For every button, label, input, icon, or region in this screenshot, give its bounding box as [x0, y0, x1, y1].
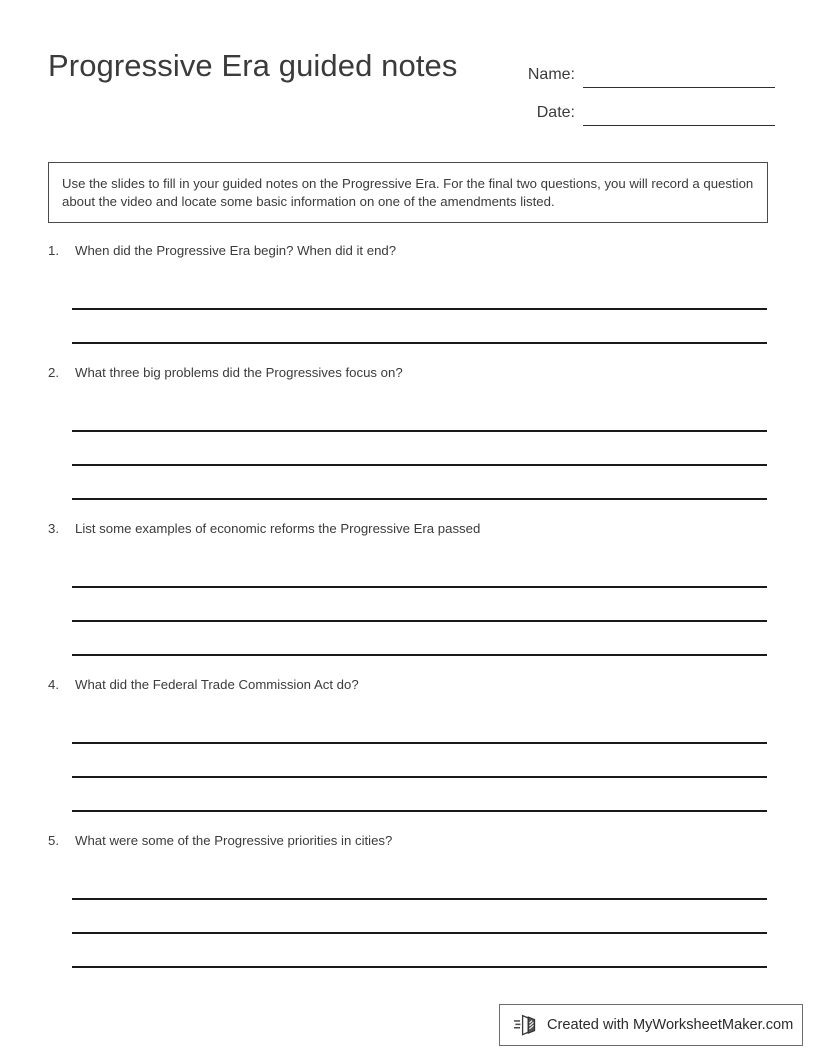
answer-line[interactable] — [72, 310, 767, 344]
answer-line[interactable] — [72, 398, 767, 432]
answer-line[interactable] — [72, 588, 767, 622]
answer-line[interactable] — [72, 276, 767, 310]
question-text: List some examples of economic reforms the Progressive Era passed — [75, 521, 481, 536]
date-field-row — [505, 88, 775, 126]
answer-line[interactable] — [72, 622, 767, 656]
question-number: 4. — [48, 677, 59, 692]
page-title: Progressive Era guided notes — [48, 48, 458, 83]
question-heading — [0, 243, 816, 268]
answer-lines — [0, 702, 816, 812]
answer-line[interactable] — [72, 934, 767, 968]
question-text: What three big problems did the Progressives focus on? — [75, 365, 403, 380]
question-block — [0, 677, 816, 812]
question-heading — [0, 365, 816, 390]
answer-line[interactable] — [72, 744, 767, 778]
answer-line[interactable] — [72, 900, 767, 934]
name-input-line[interactable] — [583, 61, 775, 88]
name-date-fields — [505, 50, 775, 126]
question-block — [0, 521, 816, 656]
question-text: What were some of the Progressive priorities in cities? — [75, 833, 393, 848]
question-heading — [0, 833, 816, 858]
answer-line[interactable] — [72, 778, 767, 812]
question-heading — [0, 521, 816, 546]
instructions-text: Use the slides to fill in your guided notes on the Progressive Era. For the final two questions, you will record a question about the video and locate some basic information on one of the amendments listed. — [62, 176, 754, 209]
instructions-box — [48, 162, 768, 223]
answer-lines — [0, 546, 816, 656]
answer-lines — [0, 268, 816, 344]
myworksheetmaker-logo-icon — [514, 1014, 538, 1036]
name-field-row — [505, 50, 775, 88]
answer-lines — [0, 858, 816, 968]
question-number: 5. — [48, 833, 59, 848]
answer-line[interactable] — [72, 466, 767, 500]
question-heading — [0, 677, 816, 702]
question-number: 2. — [48, 365, 59, 380]
question-block — [0, 365, 816, 500]
name-field-label: Name: — [527, 66, 575, 83]
worksheet-header — [0, 0, 816, 130]
answer-lines — [0, 390, 816, 500]
question-block — [0, 833, 816, 968]
answer-line[interactable] — [72, 432, 767, 466]
footer-attribution-text: Created with MyWorksheetMaker.com — [547, 1017, 794, 1033]
question-block — [0, 243, 816, 344]
date-field-label: Date: — [536, 104, 575, 121]
question-text: What did the Federal Trade Commission Act do? — [75, 677, 359, 692]
questions-list — [0, 243, 816, 989]
footer-attribution-badge[interactable] — [499, 1004, 803, 1046]
answer-line[interactable] — [72, 554, 767, 588]
question-number: 1. — [48, 243, 59, 258]
answer-line[interactable] — [72, 710, 767, 744]
question-text: When did the Progressive Era begin? When did it end? — [75, 243, 397, 258]
question-number: 3. — [48, 521, 59, 536]
answer-line[interactable] — [72, 866, 767, 900]
date-input-line[interactable] — [583, 99, 775, 126]
